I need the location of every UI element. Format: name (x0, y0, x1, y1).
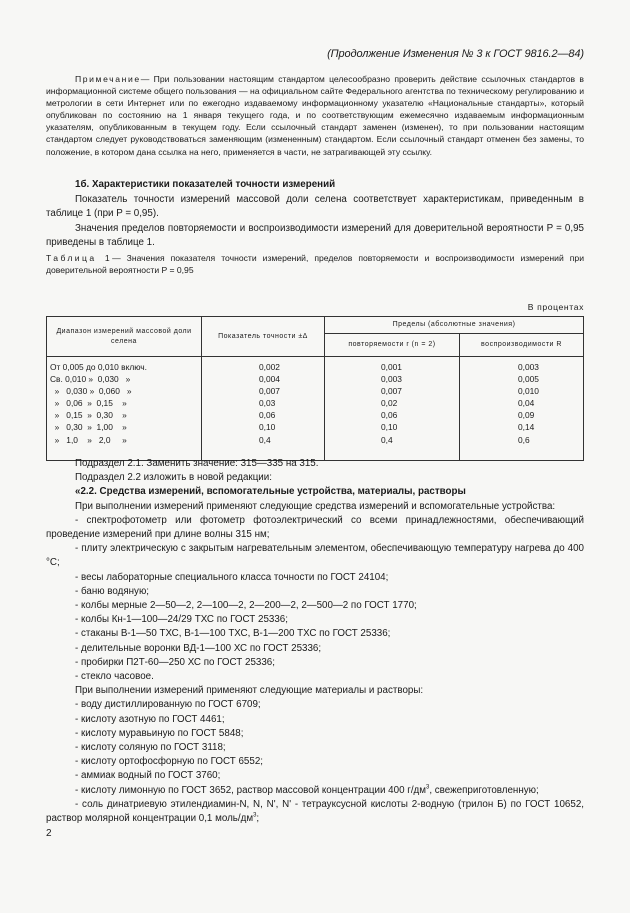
list-item: - колбы мерные 2—50—2, 2—100—2, 2—200—2, 2—500—2 по ГОСТ 1770; (75, 600, 417, 612)
list-item: - спектрофотометр или фотометр фотоэлектрический со всеми принадлежностями, обеспечивающий проведение измерений при длине волны 315 нм; (46, 514, 584, 541)
section-1b-p1: Показатель точности измерений массовой доли селена соответствует характеристикам, приведенным в таблице 1 (при P = 0,95). (46, 193, 584, 219)
cell-repeatability: 0,10 (325, 421, 460, 433)
section-1b-heading: 1б. Характеристики показателей точности измерений (75, 179, 336, 190)
trilon-text: - соль динатриевую этилендиамин-N, N, N', N' - тетрауксусной кислоты 2-водную (трилон Б) по ГОСТ 10652, раствор молярной концентрации 0,1 моль/дм (46, 798, 584, 825)
list-item: - весы лабораторные специального класса точности по ГОСТ 24104; (75, 571, 389, 583)
cell-reproducibility: 0,005 (460, 373, 584, 385)
table-1 (46, 316, 584, 461)
cell-repeatability: 0,4 (325, 434, 460, 461)
header-repeatability: повторяемости r (n = 2) (325, 334, 460, 357)
trilon-end: ; (256, 813, 260, 825)
cell-reproducibility: 0,04 (460, 397, 584, 409)
citric-text: - кислоту лимонную по ГОСТ 3652, раствор массовой концентрации 400 г/дм (75, 784, 426, 796)
citric-end: , свежеприготовленную; (429, 784, 539, 796)
section-2-2 (46, 457, 584, 826)
header-accuracy: Показатель точности ±Δ (202, 317, 325, 357)
table-row (47, 385, 584, 397)
list-item: - делительные воронки ВД-1—100 ХС по ГОСТ 25336; (75, 642, 322, 654)
superscript: 3 (253, 812, 257, 819)
cell-accuracy: 0,06 (202, 409, 325, 421)
cell-accuracy: 0,4 (202, 434, 325, 461)
page-header: (Продолжение Изменения № 3 к ГОСТ 9816.2—84) (327, 48, 584, 60)
cell-range: » 0,30 » 1,00 » (47, 421, 202, 433)
cell-accuracy: 0,10 (202, 421, 325, 433)
table-caption (46, 252, 584, 277)
list-item: - пробирки П2Т-60—250 ХС по ГОСТ 25336; (75, 656, 275, 668)
note-text: — При пользовании настоящим стандартом целесообразно проверить действие ссылочных стандартов в информационной системе общего пользования — на официальном сайте Федерального агентства по техническому регулированию и метрологии в сети Интернет или по ежегодно издаваемому информационному указателю «Национальные стандарты», который опубликован по состоянию на 1 января текущего года, и по соответствующим ежемесячно издаваемым информационным указателям, опубликованным в текущем году. Если ссылочный стандарт заменен (изменен), то при пользовании настоящим стандартом следует руководствоваться заменяющим (измененным) стандартом. Если ссылочный стандарт отменен без замены, то положение, в котором дана ссылка на него, применяется в части, не затрагивающей эту ссылку. (46, 74, 584, 157)
table-unit: В процентах (527, 302, 584, 312)
list-item: - кислоту соляную по ГОСТ 3118; (75, 742, 226, 754)
table-row (47, 373, 584, 385)
page-number: 2 (46, 828, 52, 839)
table-row (47, 357, 584, 374)
table-caption-label: Таблица 1 (46, 253, 113, 263)
section-1b (46, 178, 584, 251)
cell-reproducibility: 0,14 (460, 421, 584, 433)
section-1b-p2: Значения пределов повторяемости и воспроизводимости измерений для доверительной вероятности P = 0,95 приведены в таблице 1. (46, 222, 584, 248)
cell-repeatability: 0,02 (325, 397, 460, 409)
note-paragraph (46, 73, 584, 158)
cell-accuracy: 0,002 (202, 357, 325, 374)
cell-repeatability: 0,001 (325, 357, 460, 374)
cell-accuracy: 0,007 (202, 385, 325, 397)
section-2-2-heading: «2.2. Средства измерений, вспомогательные устройства, материалы, растворы (75, 486, 466, 498)
list-item: - стекло часовое. (75, 671, 154, 683)
header-range: Диапазон измерений массовой доли селена (47, 317, 202, 357)
cell-range: » 0,030 » 0,060 » (47, 385, 202, 397)
list-item: - воду дистиллированную по ГОСТ 6709; (75, 699, 261, 711)
list-item: - кислоту муравьиную по ГОСТ 5848; (75, 727, 244, 739)
cell-repeatability: 0,007 (325, 385, 460, 397)
list-item: - баню водяную; (75, 585, 150, 597)
list-item: - кислоту азотную по ГОСТ 4461; (75, 713, 225, 725)
cell-range: » 0,06 » 0,15 » (47, 397, 202, 409)
materials-intro: При выполнении измерений применяют следующие материалы и растворы: (75, 685, 424, 697)
instruments-intro: При выполнении измерений применяют следующие средства измерений и вспомогательные устройства: (75, 500, 556, 512)
cell-repeatability: 0,003 (325, 373, 460, 385)
cell-range: Св. 0,010 » 0,030 » (47, 373, 202, 385)
list-item: - кислоту ортофосфорную по ГОСТ 6552; (75, 756, 263, 768)
cell-reproducibility: 0,003 (460, 357, 584, 374)
cell-reproducibility: 0,09 (460, 409, 584, 421)
list-item-citric (46, 784, 584, 798)
amendment-2-2: Подраздел 2.2 изложить в новой редакции: (75, 472, 272, 484)
list-item: - плиту электрическую с закрытым нагревательным элементом, обеспечивающую температуру нагрева до 400 °С; (46, 543, 584, 569)
list-item: - аммиак водный по ГОСТ 3760; (75, 770, 221, 782)
list-item: - колбы Кн-1—100—24/29 ТХС по ГОСТ 25336; (75, 614, 288, 626)
cell-reproducibility: 0,6 (460, 434, 584, 461)
cell-reproducibility: 0,010 (460, 385, 584, 397)
header-limits: Пределы (абсолютные значения) (325, 317, 584, 334)
amendment-2-1: Подраздел 2.1. Заменить значение: 315—335 на 315. (75, 458, 319, 469)
cell-range: » 1,0 » 2,0 » (47, 434, 202, 461)
cell-accuracy: 0,03 (202, 397, 325, 409)
cell-range: От 0,005 до 0,010 включ. (47, 357, 202, 374)
list-item-trilon (46, 798, 584, 826)
superscript: 3 (426, 784, 430, 791)
cell-accuracy: 0,004 (202, 373, 325, 385)
table-row (47, 409, 584, 421)
list-item: - стаканы В-1—50 ТХС, В-1—100 ТХС, В-1—200 ТХС по ГОСТ 25336; (75, 628, 391, 640)
cell-repeatability: 0,06 (325, 409, 460, 421)
note-label: Примечание (75, 74, 141, 84)
table-row (47, 397, 584, 409)
header-reproducibility: воспроизводимости R (460, 334, 584, 357)
table-caption-text: — Значения показателя точности измерений, пределов повторяемости и воспроизводимости измерений при доверительной вероятности P = 0,95 (46, 253, 584, 276)
table-row (47, 421, 584, 433)
cell-range: » 0,15 » 0,30 » (47, 409, 202, 421)
